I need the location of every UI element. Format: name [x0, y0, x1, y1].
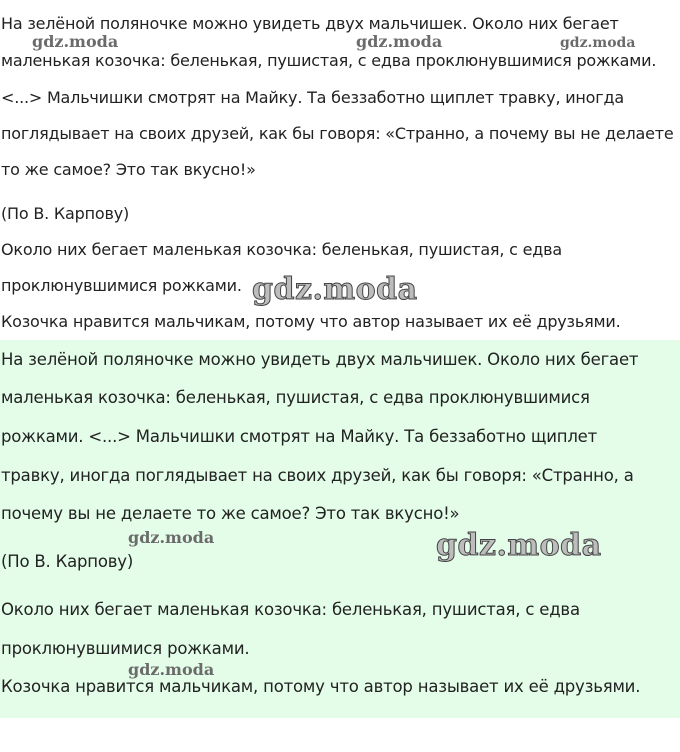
text-line: то же самое? Это так вкусно!» [1, 160, 256, 179]
watermark: gdz.moda [436, 528, 602, 563]
text-line: Около них бегает маленькая козочка: беленькая, пушистая, с едва [1, 600, 580, 619]
text-line: рожками. <...> Мальчишки смотрят на Майку. Та беззаботно щиплет [1, 427, 598, 446]
text-line: проклюнувшимися рожками. [1, 276, 242, 295]
text-line: почему вы не делаете то же самое? Это так вкусно!» [1, 504, 460, 523]
text-line: проклюнувшимися рожками. [1, 639, 250, 658]
text-line: Около них бегает маленькая козочка: беленькая, пушистая, с едва [1, 240, 562, 259]
watermark: gdz.moda [32, 32, 119, 51]
text-line: На зелёной поляночке можно увидеть двух мальчишек. Около них бегает [1, 14, 619, 33]
text-line: травку, иногда поглядывает на своих друзей, как бы говоря: «Странно, а [1, 466, 634, 485]
watermark: gdz.moda [128, 528, 215, 547]
watermark: gdz.moda [128, 660, 215, 679]
text-line: маленькая козочка: беленькая, пушистая, с едва проклюнувшимися рожками. [1, 51, 657, 70]
text-line: поглядывает на своих друзей, как бы говоря: «Странно, а почему вы не делаете [1, 124, 674, 143]
text-line: Козочка нравится мальчикам, потому что автор называет их её друзьями. [1, 677, 641, 696]
text-line: (По В. Карпову) [1, 552, 134, 571]
text-line: (По В. Карпову) [1, 204, 130, 223]
watermark: gdz.moda [356, 32, 443, 51]
text-line: маленькая козочка: беленькая, пушистая, с едва проклюнувшимися [1, 388, 590, 407]
watermark: gdz.moda [252, 272, 418, 307]
text-line: <...> Мальчишки смотрят на Майку. Та беззаботно щиплет травку, иногда [1, 88, 624, 107]
watermark: gdz.moda [560, 35, 636, 51]
text-line: Козочка нравится мальчикам, потому что автор называет их её друзьями. [1, 312, 621, 331]
text-line: На зелёной поляночке можно увидеть двух мальчишек. Около них бегает [1, 350, 639, 369]
